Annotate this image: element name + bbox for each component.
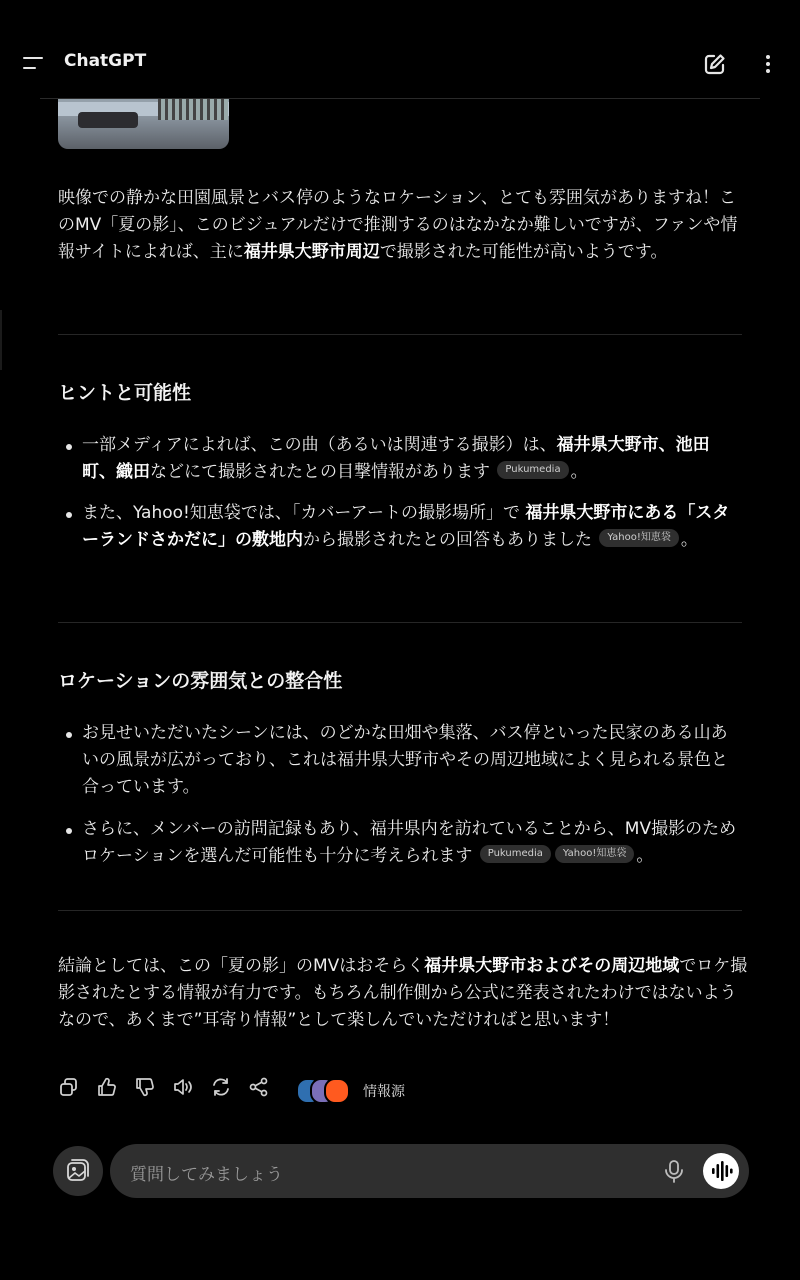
dot-3 <box>766 69 770 73</box>
message-intro <box>58 185 748 266</box>
section2-bullet-1 <box>58 720 742 801</box>
waveform-icon <box>703 1153 739 1189</box>
message-input[interactable] <box>110 1144 749 1198</box>
source-chip-yahoo[interactable]: Yahoo!知恵袋 <box>599 529 678 547</box>
dot-1 <box>766 55 770 59</box>
image-attach-icon <box>53 1146 103 1196</box>
new-chat-button[interactable] <box>700 49 730 79</box>
bullet-dot <box>66 732 72 738</box>
bullet-text: さらに、メンバーの訪問記録もあり、福井県内を訪れていることから、MV撮影のためロケーションを選んだ可能性も十分に考えられます Pukumedia Yahoo!知恵袋 。 <box>82 819 737 866</box>
voice-mode-button[interactable] <box>703 1153 739 1189</box>
intro-paragraph: 映像での静かな田園風景とバス停のようなロケーション、とても雰囲気がありますね！このMV「夏の影」、このビジュアルだけで推測するのはなかなか難しいですが、ファンや情報サイトによれば、主に福井県大野市周辺で撮影された可能性が高いようです。 <box>58 188 738 262</box>
topbar-divider <box>40 98 760 99</box>
menu-line-1 <box>23 57 43 59</box>
section1-bullet-1 <box>58 432 742 486</box>
thumb-fence <box>158 98 228 120</box>
read-aloud-button[interactable] <box>172 1076 198 1102</box>
sources-button[interactable]: 情報源 <box>363 1084 405 1100</box>
dictate-button[interactable] <box>660 1157 688 1185</box>
section2-heading: ロケーションの雰囲気との整合性 <box>58 670 343 692</box>
dot-2 <box>766 62 770 66</box>
microphone-icon <box>660 1157 688 1185</box>
regenerate-icon <box>210 1076 232 1098</box>
message-input-placeholder: 質問してみましょう <box>130 1165 283 1185</box>
bullet-dot <box>66 444 72 450</box>
message-conclusion <box>58 953 748 1034</box>
bullet-text: お見せいただいたシーンには、のどかな田畑や集落、バス停といった民家のある山あいの風景が広がっており、これは福井県大野市やその周辺地域によく見られる景色と合っています。 <box>82 723 728 797</box>
share-icon <box>248 1076 270 1098</box>
thumbs-up-button[interactable] <box>96 1076 122 1102</box>
thumb-bikes <box>78 112 138 128</box>
divider-3 <box>58 910 742 911</box>
section2-bullet-2 <box>58 816 742 870</box>
top-bar <box>0 0 800 99</box>
thumbs-down-button[interactable] <box>134 1076 160 1102</box>
menu-button[interactable] <box>18 48 48 78</box>
bullet-text: 一部メディアによれば、この曲（あるいは関連する撮影）は、福井県大野市、池田町、織田などにて撮影されたとの目撃情報があります Pukumedia 。 <box>82 435 710 482</box>
source-chip-pukumedia[interactable]: Pukumedia <box>497 461 568 479</box>
regenerate-button[interactable] <box>210 1076 236 1102</box>
edit-icon <box>700 49 730 79</box>
source-chip-yahoo[interactable]: Yahoo!知恵袋 <box>555 845 634 863</box>
thumbs-up-icon <box>96 1076 118 1098</box>
attach-image-button[interactable] <box>53 1146 103 1196</box>
menu-line-2 <box>23 67 36 69</box>
copy-icon <box>58 1076 80 1098</box>
bullet-dot <box>66 512 72 518</box>
thumbs-down-icon <box>134 1076 156 1098</box>
section1-bullet-2 <box>58 500 742 554</box>
divider-2 <box>58 622 742 623</box>
bullet-text: また、Yahoo!知恵袋では、「カバーアートの撮影場所」で 福井県大野市にある「スターランドさかだに」の敷地内から撮影されたとの回答もありました Yahoo!知恵袋 。 <box>82 503 730 550</box>
conclusion-paragraph: 結論としては、この「夏の影」のMVはおそらく福井県大野市およびその周辺地域でロケ撮影されたとする情報が有力です。もちろん制作側から公式に発表されたわけではないようなので、あくまで”耳寄り情報”として楽しんでいただければと思います！ <box>58 956 748 1030</box>
message-actions <box>58 1076 458 1104</box>
app-title: ChatGPT <box>64 51 147 71</box>
reddit-icon <box>324 1078 350 1104</box>
copy-button[interactable] <box>58 1076 84 1102</box>
source-chip-pukumedia[interactable]: Pukumedia <box>480 845 551 863</box>
share-button[interactable] <box>248 1076 274 1102</box>
sources-avatars[interactable] <box>296 1078 360 1104</box>
section1-heading: ヒントと可能性 <box>58 382 192 404</box>
more-options-button[interactable] <box>754 49 782 79</box>
left-edge-handle <box>0 310 2 370</box>
speaker-icon <box>172 1076 194 1098</box>
bullet-dot <box>66 828 72 834</box>
divider-1 <box>58 334 742 335</box>
